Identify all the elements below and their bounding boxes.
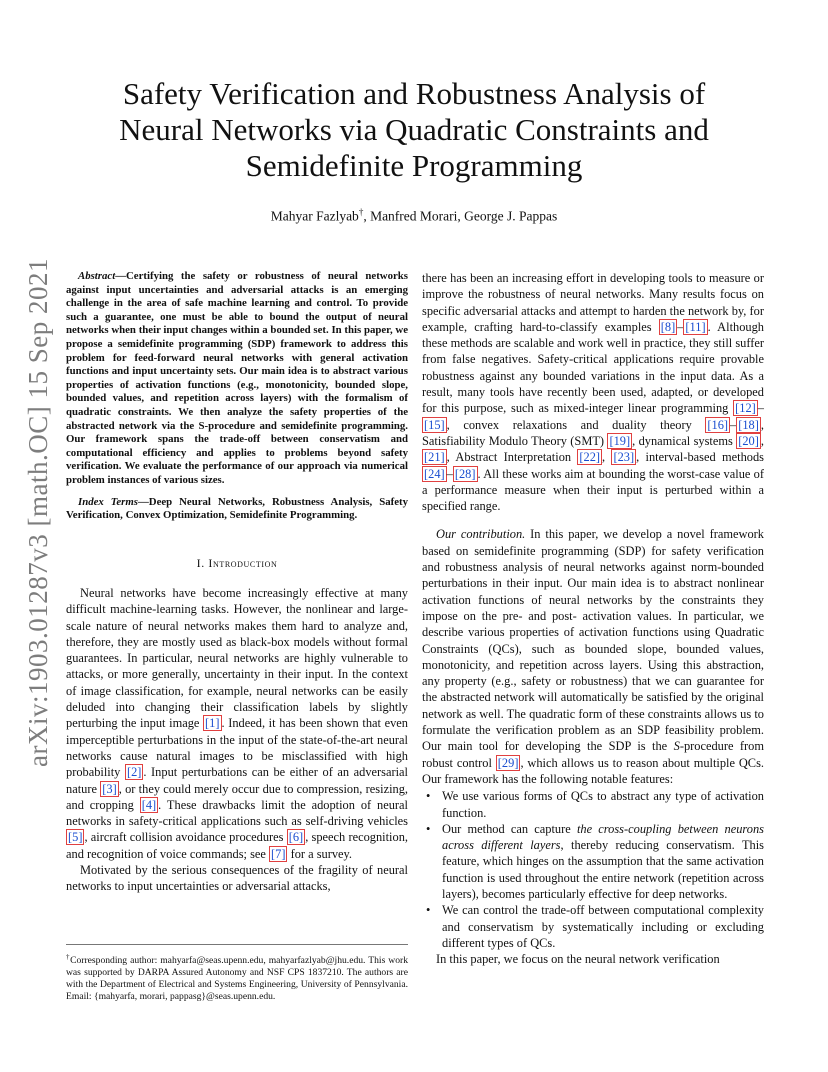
citation-link[interactable]: [24] — [424, 466, 445, 481]
author-list — [80, 207, 748, 225]
verification-paragraph: In this paper, we focus on the neural network verification — [436, 952, 720, 967]
citation-link[interactable]: [15] — [424, 417, 445, 432]
title-line: Semidefinite Programming — [245, 148, 583, 183]
citation-link[interactable]: [29] — [497, 755, 519, 770]
other-authors: , Manfred Morari, George J. Pappas — [363, 208, 558, 224]
related-work-paragraph: there has been an increasing effort in developing tools to measure or improve the robustness of neural networks. Many results focus on specific adversarial attacks and attempt to harden the network by, for example, crafting hard-to-classify examples [8] – [11] . Although these methods are scalable and work well in practice, they still suffer from false negatives. Safety-critical applications require provable robustness against any bounded variations in the input data. As a result, many tools have recently been used, adapted, or developed for this purpose, such as mixed-integer linear programming [12] –[15] , convex relaxations and duality theory [16] – [18] , Satisfiability Modulo Theory (SMT) [19] , dynamical systems [20] , [21] , Abstract Interpretation [22] , [23] , interval-based methods [24] – [28] . All these works aim at bounding the worst-case value of a performance measure when their input is perturbed within a specified range. — [422, 271, 764, 514]
features-list — [422, 788, 764, 951]
arxiv-identifier — [18, 257, 58, 767]
list-item: • Our method can capture the cross-coupling between neurons across different layers, thereby reducing conservatism. This feature, which hinges on the assumption that the same activation function is used throughout the entire network (repetition across layers), becomes particularly effective for deep networks. — [422, 821, 764, 902]
citation-link[interactable]: [7] — [271, 846, 286, 861]
intro-paragraph: Neural networks have become increasingly effective at many difficult machine-learning tasks. However, the nonlinear and large-scale nature of neural networks makes them hard to analyze and, therefore, they are mostly used as black-box models without formal guarantees. In particular, neural networks are highly vulnerable to attacks, or more generally, uncertainty in their input. In the context of image classification, for example, neural networks can be easily deluded into changing their classification labels by slightly perturbing the input image [1] . Indeed, it has been shown that even imperceptible perturbations in the input of the state-of-the-art neural networks cause natural images to be misclassified with high probability [2] . Input perturbations can be either of an adversarial nature [3] , or they could merely occur due to compression, resizing, and cropping [4] . These drawbacks limit the adoption of neural networks in safety-critical applications such as self-driving vehicles [5] , aircraft collision avoidance procedures [6] , speech recognition, and recognition of voice commands; see [7] for a survey. — [66, 585, 409, 861]
citation-link[interactable]: [1] — [205, 716, 220, 731]
s-procedure-symbol: S — [673, 739, 680, 754]
footnote-text: Corresponding author: mahyarfa@seas.upenn.edu, mahyarfazlyab@jhu.edu. This work was supported by DARPA Assured Autonomy and NSF CPS 1837210. The authors are with the Department of Electrical and Systems Engineering, University of Pennsylvania. Email: {mahyarfa, morari, pappasg}@seas.upenn.edu. — [66, 955, 409, 1003]
first-author: Mahyar Fazlyab — [270, 208, 359, 224]
section-heading: I. Introduction — [196, 555, 278, 570]
list-item: • We can control the trade-off between computational complexity and conservatism by systematically including or excluding different types of QCs. — [422, 902, 764, 951]
citation-link[interactable]: [19] — [609, 433, 631, 448]
contribution-paragraph: Our contribution. In this paper, we develop a novel framework based on semidefinite programming (SDP) for safety verification and robustness analysis of neural networks against norm-bounded perturbations in their input. Our main idea is to abstract nonlinear activation functions of neural networks by the constraints they impose on the pre- and post- activation values. In particular, we describe various properties of activation functions using Quadratic Constraints (QCs), such as bounded slope, bounded values, monotonicity, and repetition across layers. Using this abstraction, any property (e.g., safety or robustness) that we can guarantee for the abstracted network will automatically be satisfied by the original network as well. The quadratic form of these constraints allows us to formulate the verification problem as an SDP feasibility problem. Our main tool for developing the SDP is the S-procedure from robust control [29] , which allows us to reason about multiple QCs. Our framework has the following notable features: — [422, 527, 764, 786]
citation-link[interactable]: [28] — [454, 466, 476, 481]
citation-link[interactable]: [20] — [738, 433, 759, 448]
footnote-dagger: † — [66, 953, 71, 961]
citation-link[interactable]: [22] — [579, 450, 601, 465]
author-dagger: † — [358, 207, 364, 217]
contribution-label: Our contribution. — [436, 527, 526, 542]
left-column — [66, 270, 408, 895]
arxiv-id-text: arXiv:1903.01287v3 [math.OC] 15 Sep 2021 — [22, 257, 53, 767]
citation-link[interactable]: [8] — [660, 319, 676, 334]
citation-link[interactable]: [3] — [102, 781, 117, 796]
right-column — [422, 270, 764, 967]
abstract-text: —Certifying the safety or robustness of neural networks against input uncertainties and adversarial attacks is an emerging challenge in the area of safe machine learning and control. To provide such a guarantee, one must be able to bound the output of neural networks when their input changes within a bounded set. In this paper, we propose a semidefinite programming (SDP) framework to address this problem for feed-forward neural networks with general activation functions and input uncertainty sets. Our main idea is to abstract various properties of activation functions (e.g., monotonicity, bounded slope, bounded values, and repetition across layers) with the formalism of quadratic constraints. We then analyze the safety properties of the abstracted network via the S-procedure and semidefinite programming. Our framework spans the trade-off between conservatism and computational efficiency and applies to problems beyond safety verification. We evaluate the performance of our approach via numerical problem instances of various sizes. — [66, 270, 408, 486]
index-terms — [66, 496, 408, 523]
abstract — [66, 270, 408, 488]
list-item: • We use various forms of QCs to abstract any type of activation function. — [422, 788, 764, 821]
citation-link[interactable]: [12] — [735, 401, 756, 416]
citation-link[interactable]: [21] — [424, 450, 445, 465]
index-terms-label: Index Terms — [78, 495, 138, 508]
title-line: Neural Networks via Quadratic Constraints and — [119, 112, 709, 147]
citation-link[interactable]: [5] — [68, 830, 83, 845]
citation-link[interactable]: [16] — [707, 417, 729, 432]
citation-link[interactable]: [2] — [126, 765, 142, 780]
index-terms-text: —Deep Neural Networks, Robustness Analysis, Safety Verification, Convex Optimization, Semidefinite Programming. — [66, 495, 408, 522]
citation-link[interactable]: [11] — [685, 319, 706, 334]
title-line: Safety Verification and Robustness Analysis of — [122, 76, 706, 111]
abstract-label: Abstract — [78, 270, 116, 282]
footnote — [66, 944, 408, 1004]
citation-link[interactable]: [6] — [288, 830, 304, 845]
citation-link[interactable]: [4] — [141, 797, 157, 812]
citation-link[interactable]: [18] — [738, 417, 759, 432]
citation-link[interactable]: [23] — [613, 450, 635, 465]
intro-paragraph-2: Motivated by the serious consequences of the fragility of neural networks to input uncertainties or adversarial attacks, — [66, 863, 408, 894]
paper-title — [80, 76, 748, 184]
